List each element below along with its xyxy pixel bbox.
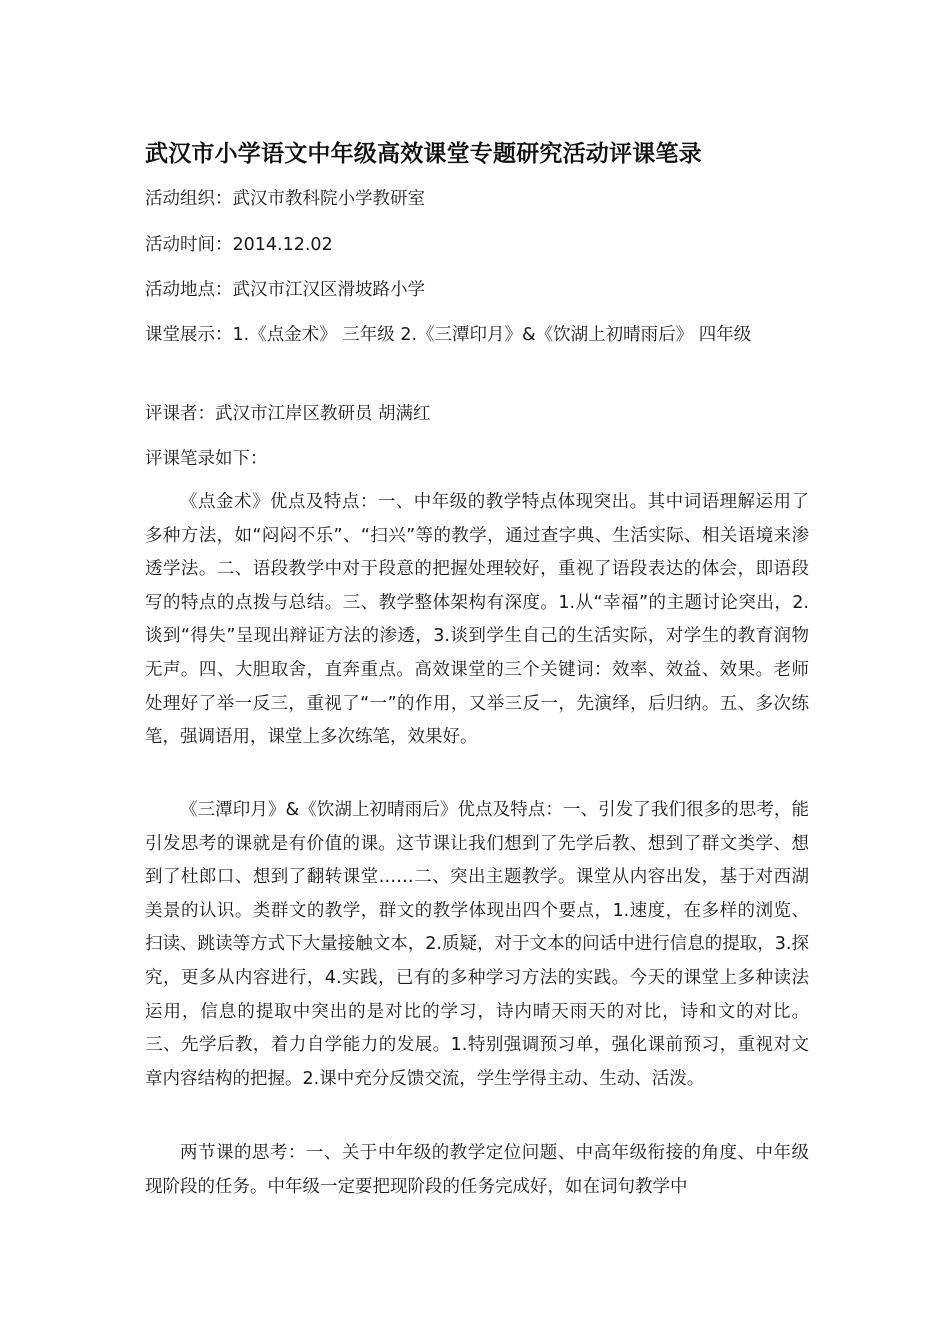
paragraph-santanyinyue: 《三潭印月》&《饮湖上初晴雨后》优点及特点：一、引发了我们很多的思考，能引发思考的课就是有价值的课。这节课让我们想到了先学后教、想到了群文类学、想到了杜郎口、想到了翻转课堂……二、突出主题教学。课堂从内容出发，基于对西湖美景的认识。类群文的教学，群文的教学体现出四个要点，1.速度，在多样的浏览、扫读、跳读等方式下大量接触文本，2.质疑，对于文本的问话中进行信息的提取，3.探究，更多从内容进行，4.实践，已有的多种学习方法的实践。今天的课堂上多种读法运用，信息的提取中突出的是对比的学习，诗内晴天雨天的对比，诗和文的对比。三、先学后教，着力自学能力的发展。1.特别强调预习单，强化课前预习，重视对文章内容结构的把握。2.课中充分反馈交流，学生学得主动、生动、活泼。 bbox=[145, 800, 809, 1089]
reviewer: 评课者：武汉市江岸区教研员 胡满红 bbox=[145, 404, 431, 424]
paragraph-dianjinshu: 《点金术》优点及特点：一、中年级的教学特点体现突出。其中词语理解运用了多种方法，如“闷闷不乐”、“扫兴”等的教学，通过查字典、生活实际、相关语境来渗透学法。二、语段教学中对于段意的把握处理较好，重视了语段表达的体会，即语段写的特点的点拨与总结。三、教学整体架构有深度。1.从“幸福”的主题讨论突出，2.谈到“得失”呈现出辩证方法的渗透，3.谈到学生自己的生活实际，对学生的教育润物无声。四、大胆取舍，直奔重点。高效课堂的三个关键词：效率、效益、效果。老师处理好了举一反三，重视了“一”的作用，又举三反一，先演绎，后归纳。五、多次练笔，强调语用，课堂上多次练笔，效果好。 bbox=[145, 492, 809, 748]
lessons-shown: 课堂展示：1.《点金术》 三年级 2.《三潭印月》&《饮湖上初晴雨后》 四年级 bbox=[145, 325, 752, 345]
notes-intro: 评课笔录如下： bbox=[145, 449, 268, 469]
activity-organizer: 活动组织：武汉市教科院小学教研室 bbox=[145, 189, 425, 209]
document-title: 武汉市小学语文中年级高效课堂专题研究活动评课笔录 bbox=[145, 141, 702, 167]
activity-location: 活动地点：武汉市江汉区滑坡路小学 bbox=[145, 280, 425, 300]
activity-date: 活动时间：2014.12.02 bbox=[145, 235, 333, 255]
paragraph-reflection: 两节课的思考：一、关于中年级的教学定位问题、中高年级衔接的角度、中年级现阶段的任务。中年级一定要把现阶段的任务完成好，如在词句教学中 bbox=[145, 1143, 809, 1197]
